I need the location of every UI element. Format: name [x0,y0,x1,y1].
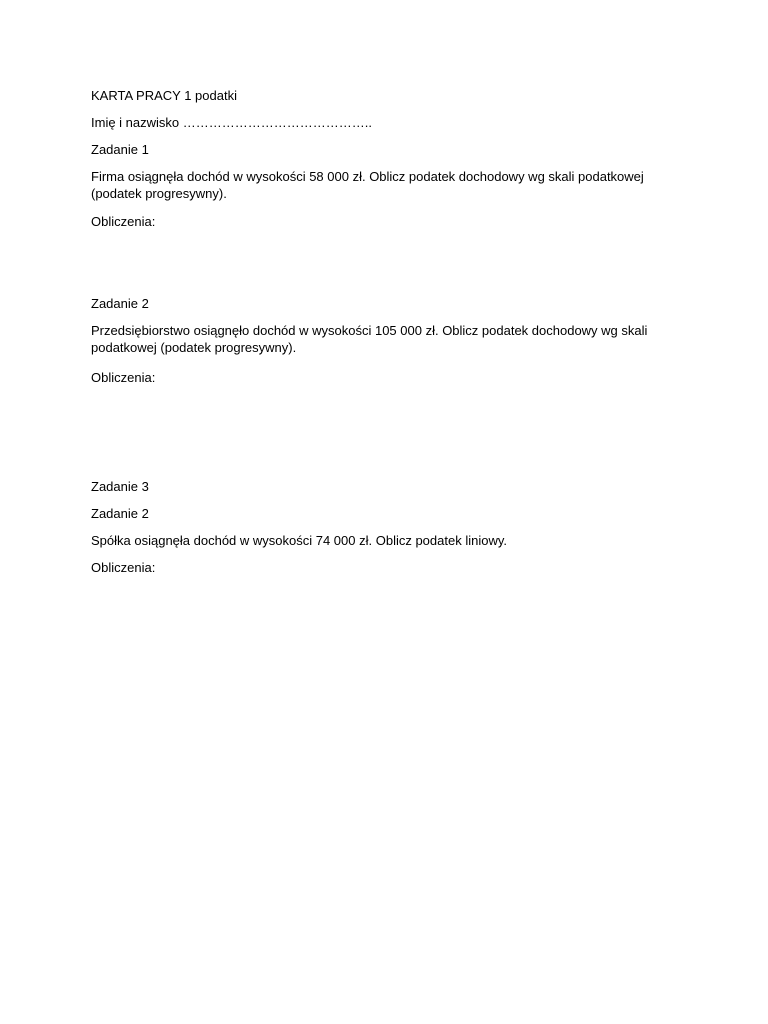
document-title: KARTA PRACY 1 podatki [91,88,237,103]
task3-calc-label: Obliczenia: [91,560,156,575]
task3-subheading: Zadanie 2 [91,506,149,521]
task3-text: Spółka osiągnęła dochód w wysokości 74 000 zł. Oblicz podatek liniowy. [91,533,507,548]
task2-text: Przedsiębiorstwo osiągnęło dochód w wysokości 105 000 zł. Oblicz podatek dochodowy wg skali podatkowej (podatek progresywny). [91,323,648,355]
task2-heading: Zadanie 2 [91,296,149,311]
task3-heading: Zadanie 3 [91,479,149,494]
task1-calc-label: Obliczenia: [91,214,156,229]
task1-heading: Zadanie 1 [91,142,149,157]
name-line: Imię i nazwisko …………………………………….. [91,115,372,130]
task2-calc-label: Obliczenia: [91,370,156,385]
task1-text: Firma osiągnęła dochód w wysokości 58 000 zł. Oblicz podatek dochodowy wg skali podatkowej (podatek progresywny). [91,169,644,201]
